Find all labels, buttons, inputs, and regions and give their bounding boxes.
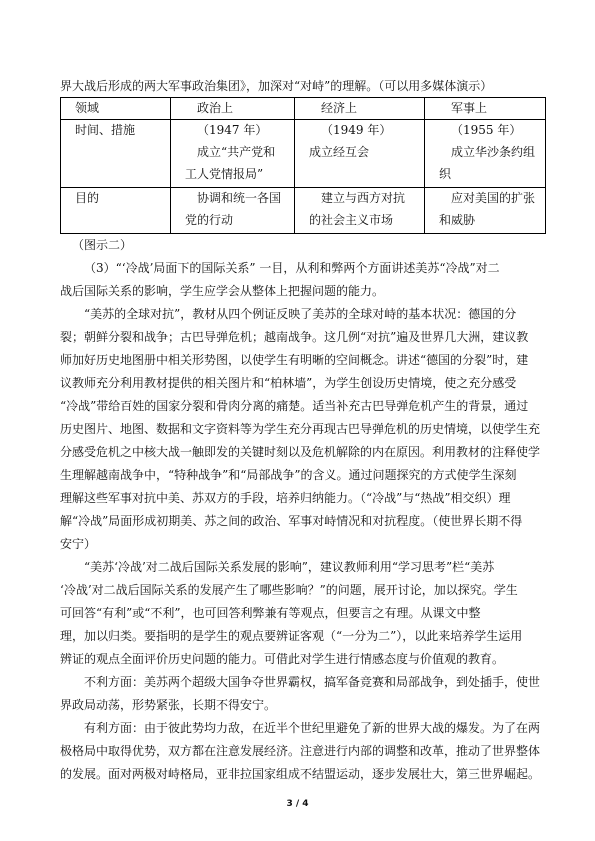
paragraph-line: 历史图片、地图、数据和文字资料等为学生充分再现古巴导弹危机的历史情境，以使学生充 — [60, 422, 541, 436]
header-economic: 经济上 — [321, 101, 358, 115]
paragraph-line: 战后国际关系的影响，学生应学会从整体上把握问题的能力。 — [60, 284, 385, 298]
cell-text: （1949 年） — [321, 123, 392, 137]
table-row — [61, 120, 546, 188]
paragraph-line: 裂；朝鲜分裂和战争；古巴导弹危机；越南战争。这几例“对抗”遍及世界几大洲，建议教 — [60, 330, 529, 344]
cell-text: 工人党情报局” — [185, 167, 264, 181]
paragraph-line: （3）“‘冷战’局面下的国际关系” 一目，从利和弊两个方面讲述美苏“冷战”对二 — [84, 261, 500, 275]
paragraph-line: 理，加以归类。要指明的是学生的观点要辨证客观（“一分为二”），以此来培养学生运用 — [60, 629, 523, 643]
table-row — [61, 188, 546, 234]
cell-text: 党的行动 — [185, 213, 234, 227]
header-military: 军事上 — [451, 101, 488, 115]
intro-line: 界大战后形成的两大军事政治集团》，加深对“对峙”的理解。（可以用多媒体演示） — [60, 79, 493, 93]
figure-caption: （图示二） — [72, 238, 133, 252]
paragraph-line: 的发展。面对两极对峙格局，亚非拉国家组成不结盟运动，逐步发展壮大，第三世界崛起。 — [60, 767, 541, 781]
cell-text: 的社会主义市场 — [309, 213, 394, 227]
cell-text: （1947 年） — [197, 123, 268, 137]
paragraph-line: 可回答“有利”或“不利”，也可回答利弊兼有等观点，但要言之有理。从课文中整 — [60, 606, 481, 620]
paragraph-line: 界政局动荡，形势紧张，长期不得安宁。 — [60, 698, 277, 712]
cell-text: 建立与西方对抗 — [321, 191, 406, 205]
paragraph-line: 师加好历史地图册中相关形势图，以使学生有明晰的空间概念。讲述“德国的分裂”时，建 — [60, 353, 529, 367]
paragraph-line: 不利方面：美苏两个超级大国争夺世界霸权，搞军备竞赛和局部战争，到处插手，使世 — [84, 675, 541, 689]
table-header-row — [61, 98, 546, 120]
cell-text: 织 — [439, 167, 452, 181]
cell-text: （1955 年） — [451, 123, 522, 137]
paragraph-line: 理解这些军事对抗中美、苏双方的手段，培养归纳能力。（“冷战”与“热战”相交织）理 — [60, 491, 511, 505]
row-label: 目的 — [75, 191, 100, 205]
header-domain: 领域 — [75, 101, 100, 115]
paragraph-line: 议教师充分利用教材提供的相关图片和“柏林墙”，为学生创设历史情境，使之充分感受 — [60, 376, 517, 390]
page-number: 3 / 4 — [286, 799, 309, 809]
paragraph-line: “冷战”带给百姓的国家分裂和骨肉分离的痛楚。适当补充古巴导弹危机产生的背景，通过 — [60, 399, 529, 413]
header-political: 政治上 — [197, 101, 234, 115]
paragraph-line: 有利方面：由于彼此势均力敌，在近半个世纪里避免了新的世界大战的爆发。为了在两 — [84, 721, 541, 735]
paragraph-line: 生理解越南战争中，“特种战争”和“局部战争”的含义。通过问题探究的方式使学生深刻 — [60, 468, 517, 482]
paragraph-line: “美苏的全球对抗”，教材从四个例证反映了美苏的全球对峙的基本状况：德国的分 — [84, 307, 517, 321]
paragraph-line: ‘冷战’对二战后国际关系的发展产生了哪些影响？”的问题，展开讨论，加以探究。学生 — [60, 583, 518, 597]
paragraph-line: 辨证的观点全面评价历史问题的能力。可借此对学生进行情感态度与价值观的教育。 — [60, 652, 505, 666]
paragraph-line: 分感受危机之中核大战一触即发的关键时刻以及危机解除的内在原因。利用教材的注释使学 — [60, 445, 541, 459]
cell-text: 协调和统一各国 — [197, 191, 282, 205]
cell-text: 成立华沙条约组 — [451, 145, 536, 159]
paragraph-line: 安宁） — [60, 537, 97, 551]
comparison-table — [60, 97, 546, 234]
cell-text: 成立“共产党和 — [197, 145, 276, 159]
paragraph-line: 解“冷战”局面形成初期美、苏之间的政治、军事对峙情况和对抗程度。（使世界长期不得 — [60, 514, 523, 528]
cell-text: 应对美国的扩张 — [451, 191, 536, 205]
row-label: 时间、措施 — [75, 123, 136, 137]
cell-text: 和威胁 — [439, 213, 476, 227]
paragraph-line: “美苏‘冷战’对二战后国际关系发展的影响”，建议教师利用“学习思考”栏“美苏 — [84, 560, 495, 574]
cell-text: 成立经互会 — [309, 145, 370, 159]
paragraph-line: 极格局中取得优势，双方都在注意发展经济。注意进行内部的调整和改革，推动了世界整体 — [60, 744, 541, 758]
